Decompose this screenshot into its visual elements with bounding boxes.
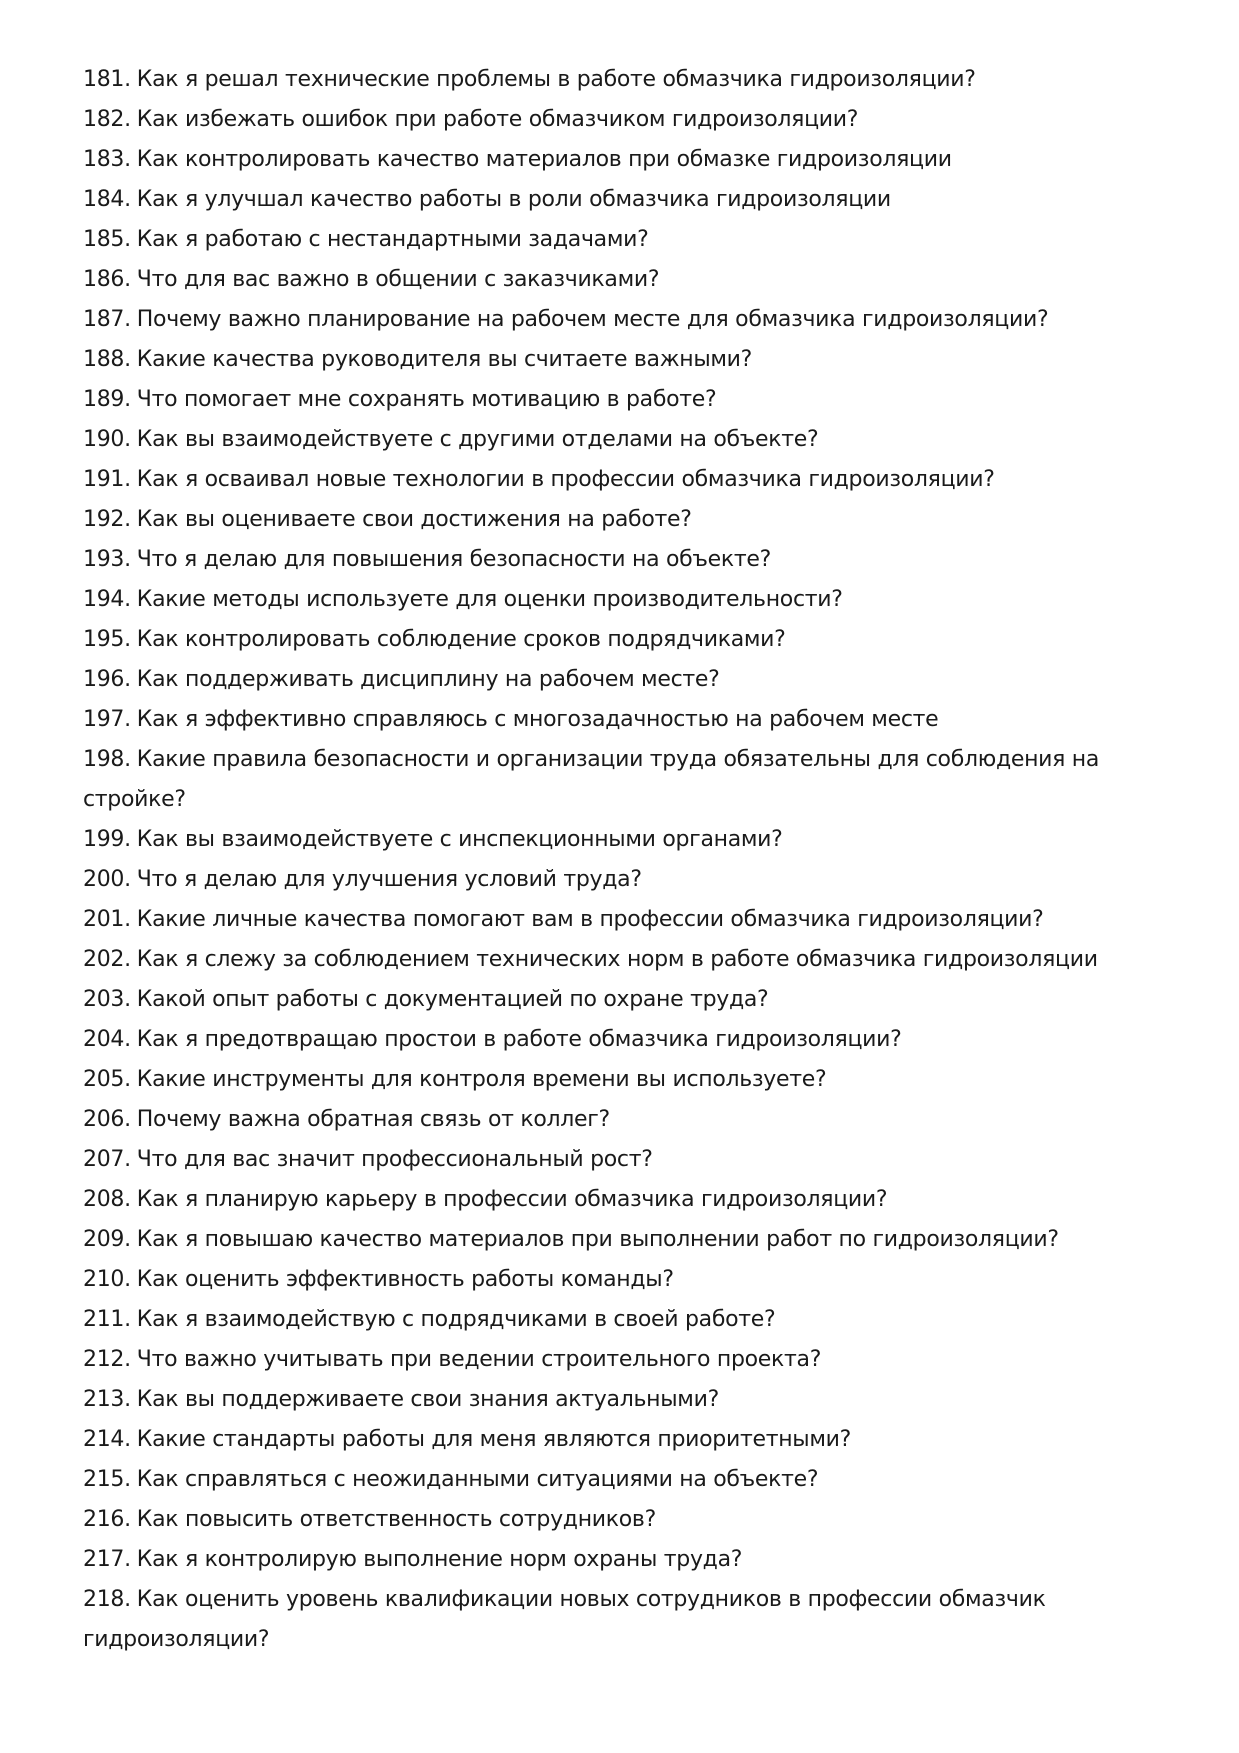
question-text: Какой опыт работы с документацией по охране труда? [136,987,769,1012]
question-number: 200. [83,867,131,892]
question-text: Какие стандарты работы для меня являются приоритетными? [136,1427,852,1452]
question-text: Как оценить уровень квалификации новых сотрудников в профессии обмазчик гидроизоляции? [83,1587,1046,1652]
question-number: 196. [83,667,131,692]
question-number: 199. [83,827,131,852]
question-item [83,900,1133,940]
question-item [83,300,1133,340]
question-number: 218. [83,1587,131,1612]
question-text: Что важно учитывать при ведении строительного проекта? [136,1347,822,1372]
question-list [83,60,1133,1660]
question-number: 207. [83,1147,131,1172]
question-item [83,380,1133,420]
question-text: Что для вас важно в общении с заказчиками? [136,267,660,292]
question-text: Как я планирую карьеру в профессии обмазчика гидроизоляции? [136,1187,888,1212]
question-item [83,620,1133,660]
question-item [83,100,1133,140]
question-text: Как я предотвращаю простои в работе обмазчика гидроизоляции? [136,1027,902,1052]
question-number: 213. [83,1387,131,1412]
question-number: 206. [83,1107,131,1132]
question-item [83,1460,1133,1500]
question-item [83,940,1133,980]
question-text: Как я слежу за соблюдением технических норм в работе обмазчика гидроизоляции [136,947,1098,972]
question-item [83,740,1133,820]
question-number: 184. [83,187,131,212]
question-number: 214. [83,1427,131,1452]
question-number: 211. [83,1307,131,1332]
question-number: 183. [83,147,131,172]
question-item [83,60,1133,100]
question-text: Как я повышаю качество материалов при выполнении работ по гидроизоляции? [136,1227,1059,1252]
question-text: Как контролировать соблюдение сроков подрядчиками? [136,627,786,652]
question-text: Какие инструменты для контроля времени вы используете? [136,1067,827,1092]
question-item [83,700,1133,740]
question-item [83,980,1133,1020]
question-text: Как контролировать качество материалов при обмазке гидроизоляции [136,147,952,172]
question-item [83,1260,1133,1300]
question-item [83,1300,1133,1340]
question-text: Что помогает мне сохранять мотивацию в работе? [136,387,717,412]
question-text: Почему важна обратная связь от коллег? [136,1107,610,1132]
question-item [83,500,1133,540]
question-item [83,660,1133,700]
question-item [83,1420,1133,1460]
question-number: 193. [83,547,131,572]
question-text: Как оценить эффективность работы команды? [136,1267,674,1292]
question-item [83,260,1133,300]
question-item [83,580,1133,620]
question-number: 190. [83,427,131,452]
question-text: Как вы оцениваете свои достижения на работе? [136,507,692,532]
question-item [83,1060,1133,1100]
question-number: 216. [83,1507,131,1532]
question-text: Как вы взаимодействуете с инспекционными органами? [136,827,783,852]
question-item [83,860,1133,900]
question-text: Как поддерживать дисциплину на рабочем месте? [136,667,720,692]
question-item [83,1580,1133,1660]
question-number: 215. [83,1467,131,1492]
question-text: Как избежать ошибок при работе обмазчиком гидроизоляции? [136,107,859,132]
question-number: 205. [83,1067,131,1092]
question-text: Почему важно планирование на рабочем месте для обмазчика гидроизоляции? [136,307,1049,332]
question-item [83,140,1133,180]
question-number: 189. [83,387,131,412]
question-text: Какие правила безопасности и организации труда обязательны для соблюдения на стройке? [83,747,1100,812]
question-item [83,1540,1133,1580]
question-text: Как я улучшал качество работы в роли обмазчика гидроизоляции [136,187,891,212]
question-number: 202. [83,947,131,972]
question-item [83,1500,1133,1540]
question-number: 182. [83,107,131,132]
question-number: 185. [83,227,131,252]
question-text: Как я взаимодействую с подрядчиками в своей работе? [136,1307,776,1332]
question-number: 198. [83,747,131,772]
question-text: Что я делаю для улучшения условий труда? [136,867,642,892]
question-text: Как вы взаимодействуете с другими отделами на объекте? [136,427,819,452]
question-number: 201. [83,907,131,932]
question-number: 186. [83,267,131,292]
question-text: Как вы поддерживаете свои знания актуальными? [136,1387,719,1412]
question-text: Какие качества руководителя вы считаете важными? [136,347,753,372]
question-item [83,1100,1133,1140]
question-number: 209. [83,1227,131,1252]
question-text: Как повысить ответственность сотрудников? [136,1507,656,1532]
question-number: 203. [83,987,131,1012]
question-text: Как я решал технические проблемы в работе обмазчика гидроизоляции? [136,67,976,92]
question-number: 197. [83,707,131,732]
question-number: 181. [83,67,131,92]
question-item [83,540,1133,580]
question-number: 192. [83,507,131,532]
question-item [83,1340,1133,1380]
question-item [83,1220,1133,1260]
question-number: 210. [83,1267,131,1292]
question-text: Как я осваивал новые технологии в профессии обмазчика гидроизоляции? [136,467,995,492]
question-text: Что я делаю для повышения безопасности на объекте? [136,547,771,572]
question-item [83,340,1133,380]
question-text: Как я эффективно справляюсь с многозадачностью на рабочем месте [136,707,939,732]
question-text: Какие личные качества помогают вам в профессии обмазчика гидроизоляции? [136,907,1044,932]
question-item [83,1140,1133,1180]
question-item [83,1020,1133,1060]
question-item [83,460,1133,500]
question-item [83,220,1133,260]
question-number: 212. [83,1347,131,1372]
question-number: 195. [83,627,131,652]
question-number: 191. [83,467,131,492]
question-item [83,180,1133,220]
question-number: 194. [83,587,131,612]
question-item [83,1380,1133,1420]
question-item [83,820,1133,860]
question-number: 187. [83,307,131,332]
question-item [83,1180,1133,1220]
question-number: 217. [83,1547,131,1572]
question-text: Как я контролирую выполнение норм охраны труда? [136,1547,743,1572]
question-number: 204. [83,1027,131,1052]
question-item [83,420,1133,460]
question-text: Какие методы используете для оценки производительности? [136,587,843,612]
question-number: 188. [83,347,131,372]
question-text: Как я работаю с нестандартными задачами? [136,227,649,252]
question-number: 208. [83,1187,131,1212]
question-text: Как справляться с неожиданными ситуациями на объекте? [136,1467,819,1492]
question-text: Что для вас значит профессиональный рост? [136,1147,653,1172]
